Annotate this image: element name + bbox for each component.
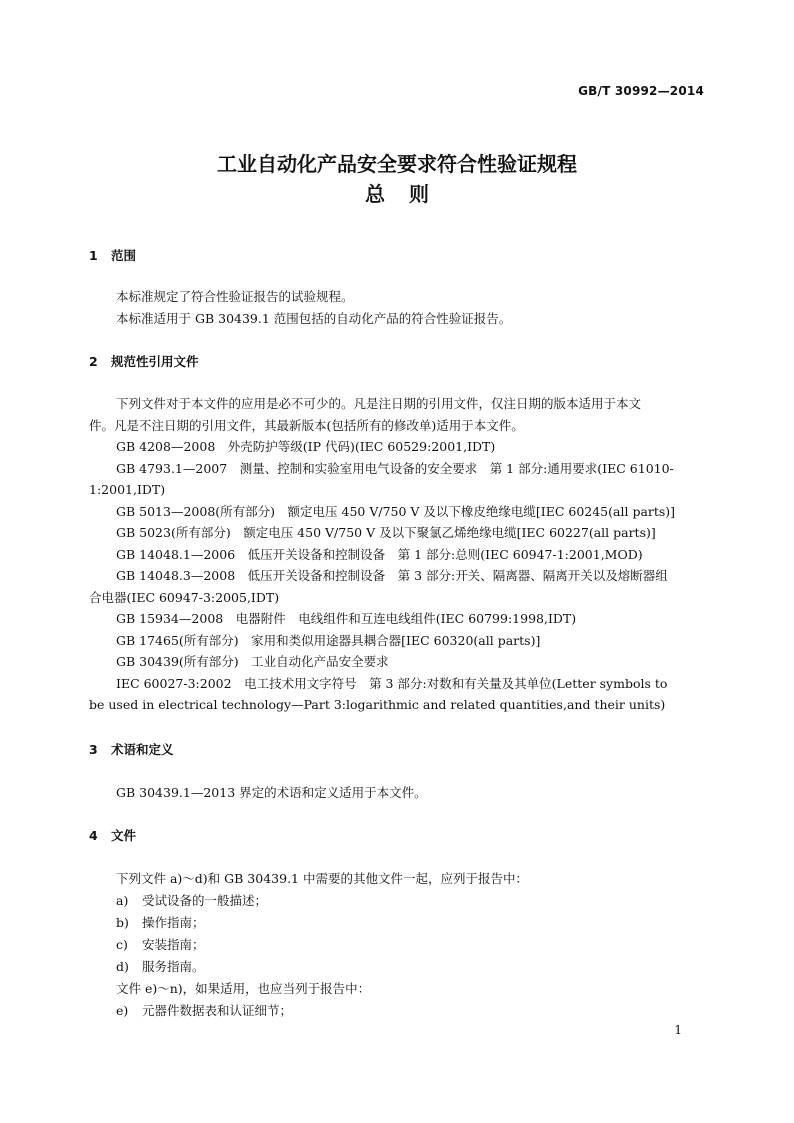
- section-title: 范围: [111, 248, 137, 263]
- reference-entry: GB 14048.3—2008 低压开关设备和控制设备 第 3 部分:开关、隔离器、隔离开关以及熔断器组: [116, 568, 668, 583]
- reference-entry: GB 17465(所有部分) 家用和类似用途器具耦合器[IEC 60320(all parts)]: [116, 632, 541, 648]
- reference-entry-continuation: 1:2001,IDT): [89, 482, 166, 497]
- reference-entry: GB 15934—2008 电器附件 电线组件和互连电线组件(IEC 60799:1998,IDT): [116, 611, 577, 626]
- documents-intro: 下列文件 a)～d)和 GB 30439.1 中需要的其他文件一起，应列于报告中：: [116, 871, 528, 886]
- document-title: 工业自动化产品安全要求符合性验证规程: [217, 152, 577, 176]
- page-number: 1: [674, 1023, 682, 1037]
- paragraph: [89, 286, 706, 329]
- reference-entry-continuation: be used in electrical technology—Part 3:logarithmic and related quantities,and their units): [89, 697, 666, 712]
- section-number: 1: [89, 248, 98, 263]
- document-subtitle: 总则: [365, 182, 453, 206]
- section-heading-references: [89, 353, 199, 371]
- section-number: 2: [89, 354, 98, 369]
- scope-text-1: 本标准规定了符合性验证报告的试验规程。: [116, 289, 354, 304]
- documents-intro-2: 文件 e)～n)，如果适用，也应当列于报告中：: [116, 981, 371, 996]
- reference-entry-continuation: 合电器(IEC 60947-3:2005,IDT): [89, 589, 280, 605]
- section-heading-documents: [89, 827, 136, 845]
- list-item: e) 元器件数据表和认证细节；: [116, 1003, 293, 1018]
- section-title: 文件: [111, 828, 137, 843]
- list-item: d) 服务指南。: [116, 959, 205, 974]
- reference-entry: GB 4208—2008 外壳防护等级(IP 代码)(IEC 60529:2001,IDT): [116, 439, 496, 454]
- reference-entry: IEC 60027-3:2002 电工技术用文字符号 第 3 部分:对数和有关量及其单位(Letter symbols to: [116, 675, 668, 691]
- section-heading-scope: [89, 247, 136, 265]
- document-code: GB/T 30992—2014: [578, 84, 704, 98]
- paragraph: [89, 782, 706, 804]
- terms-text: GB 30439.1—2013 界定的术语和定义适用于本文件。: [116, 785, 427, 800]
- references-intro-line-2: 件。凡是不注日期的引用文件，其最新版本(包括所有的修改单)适用于本文件。: [89, 417, 524, 433]
- scope-text-2: 本标准适用于 GB 30439.1 范围包括的自动化产品的符合性验证报告。: [116, 310, 512, 326]
- list-item: a) 受试设备的一般描述；: [116, 893, 268, 908]
- list-item: c) 安装指南；: [116, 937, 205, 952]
- list-item: b) 操作指南；: [116, 915, 205, 930]
- section-number: 3: [89, 742, 98, 757]
- section-title: 规范性引用文件: [111, 354, 199, 369]
- references-block: [89, 393, 706, 716]
- reference-entry: GB 14048.1—2006 低压开关设备和控制设备 第 1 部分:总则(IEC 60947-1:2001,MOD): [116, 546, 643, 562]
- section-title: 术语和定义: [111, 742, 174, 757]
- reference-entry: GB 5023(所有部分) 额定电压 450 V/750 V 及以下聚氯乙烯绝缘电缆[IEC 60227(all parts)]: [116, 525, 656, 540]
- section-heading-terms: [89, 741, 174, 759]
- references-intro-line-1: 下列文件对于本文件的应用是必不可少的。凡是注日期的引用文件，仅注日期的版本适用于本文: [116, 396, 642, 411]
- reference-entry: GB 30439(所有部分) 工业自动化产品安全要求: [116, 654, 389, 669]
- reference-entry: GB 4793.1—2007 测量、控制和实验室用电气设备的安全要求 第 1 部分:通用要求(IEC 61010-: [116, 460, 674, 476]
- paragraph: [89, 868, 706, 890]
- section-number: 4: [89, 828, 98, 843]
- reference-entry: GB 5013—2008(所有部分) 额定电压 450 V/750 V 及以下橡皮绝缘电缆[IEC 60245(all parts)]: [116, 503, 676, 519]
- paragraph: [89, 978, 706, 1000]
